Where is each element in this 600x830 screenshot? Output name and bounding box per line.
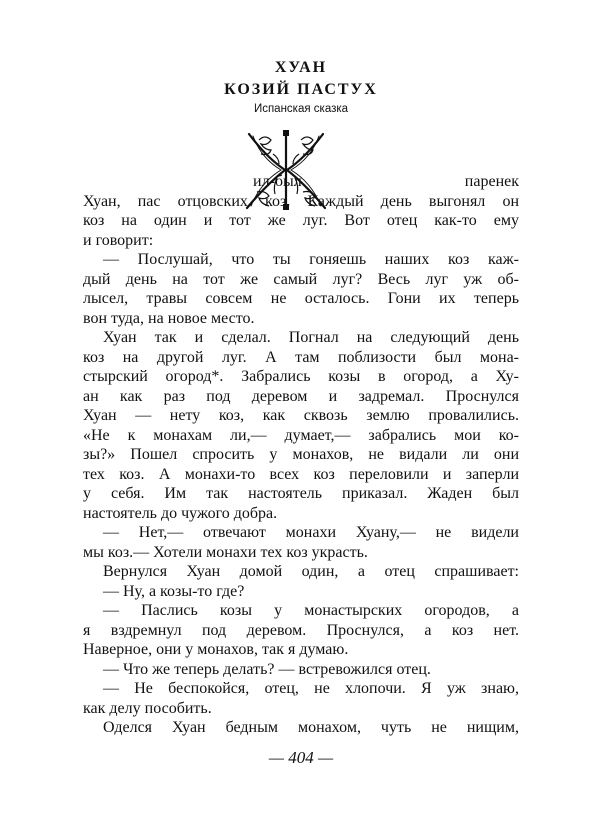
body-line: Наверное, они у монахов, так я думаю. (83, 641, 349, 658)
body-line: — Не беспокойся, отец, не хлопочи. Я уж знаю, (103, 680, 519, 697)
body-line: как делу пособить. (83, 699, 212, 717)
body-line: — Послушай, что ты гоняешь наших коз каж- (103, 251, 519, 268)
body-line: Хуан, пас отцовских коз. Каждый день выгонял он (83, 192, 519, 210)
body-line: настоятель до чужого добра. (83, 504, 278, 522)
body-line: — Ну, а козы-то где? (103, 582, 245, 600)
body-line: — Паслись козы у монастырских огородов, а (103, 602, 519, 619)
body-line: стырский огород*. Забрались козы в огород, а Ху- (83, 368, 519, 385)
body-line: я вздремнул под деревом. Проснулся, а коз нет. (83, 621, 519, 639)
body-line: дый день на тот же самый луг? Весь луг уж об- (83, 270, 519, 288)
body-line: лысел, травы совсем не осталось. Гони их теперь (83, 290, 519, 307)
body-line: ан как раз под деревом и задремал. Проснулся (83, 387, 519, 405)
body-line: — Что же теперь делать? — встревожился отец. (103, 660, 431, 678)
body-line: ил-был паренек (253, 173, 519, 190)
body-line: Оделся Хуан бедным монахом, чуть не нищим, (103, 719, 519, 736)
title-line-1: ХУАН (274, 59, 328, 76)
body-line: Вернулся Хуан домой один, а отец спрашивает: (103, 563, 519, 580)
subtitle: Испанская сказка (253, 103, 349, 115)
body-line: зы?» Пошел спросить у монахов, не видали ли они (83, 446, 519, 463)
body-line: вон туда, на новое место. (83, 309, 255, 327)
page-number: — 404 — (268, 747, 334, 767)
body-line: тех коз. А монахи-то всех коз переловили и заперли (83, 465, 519, 483)
body-line: Хуан — нету коз, как сквозь землю провалились. (83, 407, 519, 424)
body-line: «Не к монахам ли,— думает,— забрались мои ко- (83, 426, 519, 444)
body-line: коз на другой луг. А там поблизости был мона- (83, 348, 519, 366)
body-line: Хуан так и сделал. Погнал на следующий день (103, 329, 519, 346)
body-line: — Нет,— отвечают монахи Хуану,— не видели (103, 524, 519, 541)
title-line-2: КОЗИЙ ПАСТУХ (224, 81, 378, 98)
body-line: коз на один и тот же луг. Вот отец как-то ему (83, 212, 519, 229)
body-line: и говорит: (83, 231, 154, 249)
body-line: мы коз.— Хотели монахи тех коз украсть. (83, 543, 368, 561)
body-line: у себя. Им так настоятель приказал. Жаден был (83, 485, 519, 502)
